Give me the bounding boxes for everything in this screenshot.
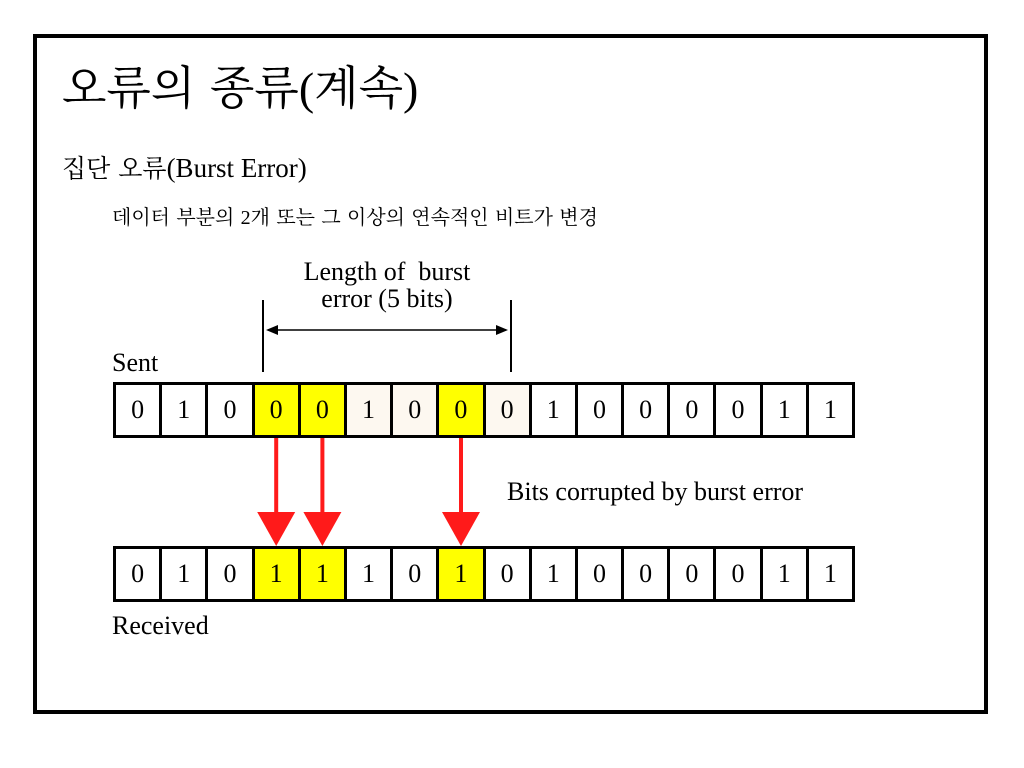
- burst-right-arrowhead: [496, 325, 508, 335]
- description-part2: 개 또는 그 이상의 연속적인 비트가 변경: [250, 205, 598, 229]
- subtitle-latin: (Burst Error): [166, 153, 307, 183]
- description-part1: 데이터 부분의: [112, 205, 241, 229]
- received-bit-4: 1: [298, 546, 347, 602]
- sent-bit-8: 0: [483, 382, 532, 438]
- corrupted-bits-label: Bits corrupted by burst error: [507, 477, 804, 506]
- received-bit-row: [113, 546, 855, 602]
- burst-left-arrowhead: [266, 325, 278, 335]
- sent-bit-row: [113, 382, 855, 438]
- sent-label: Sent: [112, 348, 159, 377]
- burst-length-label-line1: Length of burst: [303, 257, 471, 286]
- sent-bit-12: 0: [667, 382, 716, 438]
- sent-bit-10: 0: [575, 382, 624, 438]
- received-bit-14: 1: [760, 546, 809, 602]
- sent-bit-5: 1: [344, 382, 393, 438]
- sent-bit-2: 0: [205, 382, 254, 438]
- corruption-arrow-head-1: [303, 512, 341, 546]
- subtitle-korean: 집단 오류: [62, 154, 167, 183]
- sent-bit-4: 0: [298, 382, 347, 438]
- received-bit-9: 1: [529, 546, 578, 602]
- received-bit-3: 1: [252, 546, 301, 602]
- sent-bit-11: 0: [621, 382, 670, 438]
- sent-bit-6: 0: [390, 382, 439, 438]
- received-bit-7: 1: [436, 546, 485, 602]
- title-main: 오류의 종류: [62, 61, 299, 115]
- received-bit-1: 1: [159, 546, 208, 602]
- sent-bit-14: 1: [760, 382, 809, 438]
- received-bit-6: 0: [390, 546, 439, 602]
- received-bit-2: 0: [205, 546, 254, 602]
- received-bit-15: 1: [806, 546, 855, 602]
- received-bit-12: 0: [667, 546, 716, 602]
- description-number: 2: [240, 207, 251, 229]
- received-bit-0: 0: [113, 546, 162, 602]
- sent-bit-15: 1: [806, 382, 855, 438]
- received-bit-5: 1: [344, 546, 393, 602]
- received-bit-11: 0: [621, 546, 670, 602]
- burst-length-label-line2: error (5 bits): [321, 284, 453, 313]
- sent-bit-0: 0: [113, 382, 162, 438]
- received-bit-13: 0: [713, 546, 762, 602]
- sent-bit-9: 1: [529, 382, 578, 438]
- corruption-arrows: [257, 438, 480, 546]
- received-bit-10: 0: [575, 546, 624, 602]
- title-paren: (계속): [298, 63, 419, 114]
- received-label: Received: [112, 611, 209, 640]
- sent-bit-7: 0: [436, 382, 485, 438]
- corruption-arrow-head-0: [257, 512, 295, 546]
- sent-bit-1: 1: [159, 382, 208, 438]
- received-bit-8: 0: [483, 546, 532, 602]
- sent-bit-3: 0: [252, 382, 301, 438]
- sent-bit-13: 0: [713, 382, 762, 438]
- corruption-arrow-head-2: [442, 512, 480, 546]
